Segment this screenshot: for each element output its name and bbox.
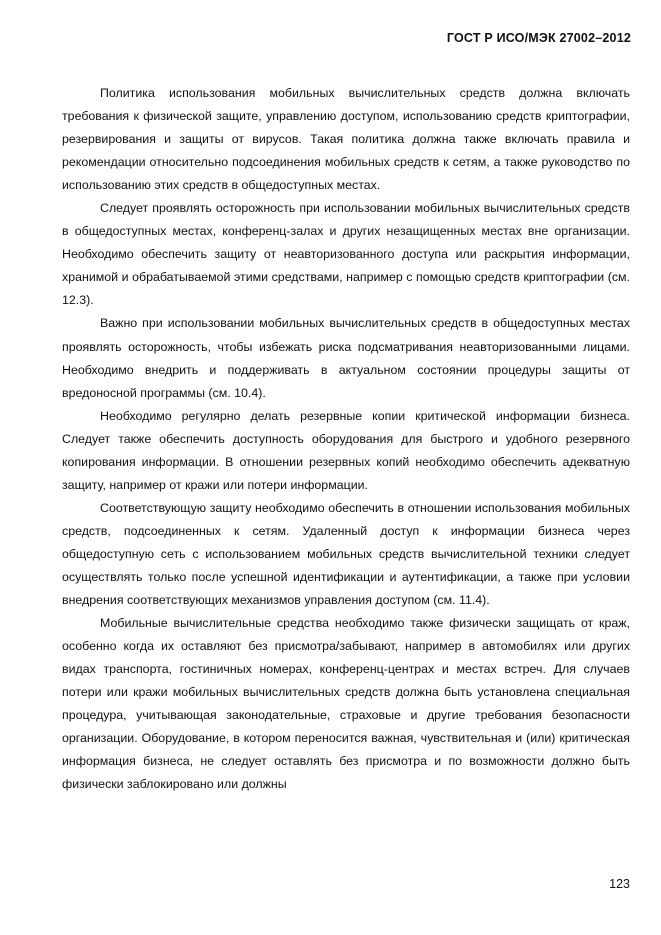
paragraph-network-access: Соответствующую защиту необходимо обеспечить в отношении использования мобильных средств, подсоединенных к сетям. Удаленный доступ к информации бизнеса через общедоступную сеть с использованием мобильных средств вычислительной техники следует осуществлять только после успешной идентификации и аутентификации, а также при условии внедрения соответствующих механизмов управления доступом (см. 11.4). [62,500,630,608]
page-number: 123 [609,877,630,891]
paragraph-overlooking-risk: Важно при использовании мобильных вычислительных средств в общедоступных местах проявлять осторожность, чтобы избежать риска подсматривания неавторизованными лицами. Необходимо внедрить и поддерживать в актуальном состоянии процедуры защиты от вредоносной программы (см. 10.4). [62,316,630,400]
paragraph-mobile-policy: Политика использования мобильных вычислительных средств должна включать требования к физической защите, управлению доступом, использованию средств криптографии, резервирования и защиты от вирусов. Такая политика должна также включать правила и рекомендации относительно подсоединения мобильных средств к сетям, а также руководство по использованию этих средств в общедоступных местах. [62,86,630,193]
standard-header: ГОСТ Р ИСО/МЭК 27002–2012 [446,31,631,45]
body-text [62,82,630,796]
paragraph-backups: Необходимо регулярно делать резервные копии критической информации бизнеса. Следует также обеспечить доступность оборудования для быстрого и удобного резервного копирования информации. В отношении резервных копий необходимо обеспечить адекватную защиту, например от кражи или потери информации. [62,408,630,492]
paragraph-physical-protection: Мобильные вычислительные средства необходимо также физически защищать от краж, особенно когда их оставляют без присмотра/забывают, например в автомобилях или других видах транспорта, гостиничных номерах, конференц-центрах и местах встреч. Для случаев потери или кражи мобильных вычислительных средств должна быть установлена специальная процедура, учитывающая законодательные, страховые и другие требования безопасности организации. Оборудование, в котором переносится важная, чувствительная и (или) критическая информация бизнеса, не следует оставлять без присмотра и по возможности должно быть физически заблокировано или должны [62,616,630,792]
paragraph-public-places: Следует проявлять осторожность при использовании мобильных вычислительных средств в общедоступных местах, конференц-залах и других незащищенных местах вне организации. Необходимо обеспечить защиту от неавторизованного доступа или раскрытия информации, хранимой и обрабатываемой этими средствами, например с помощью средств криптографии (см. 12.3). [62,201,630,308]
